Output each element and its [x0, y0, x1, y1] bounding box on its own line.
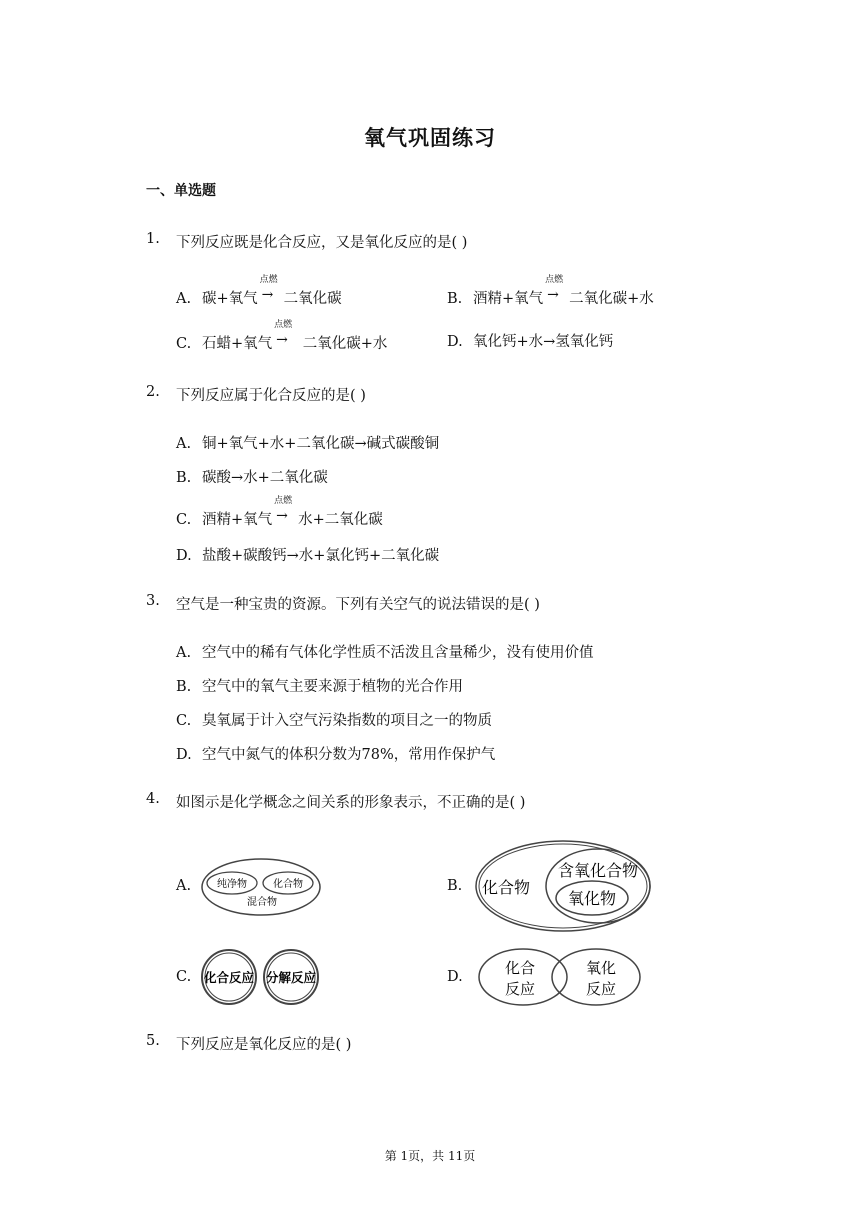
diagram-d [476, 946, 644, 1008]
section-heading: 一、单选题 [146, 183, 216, 199]
reaction-arrow [258, 275, 284, 303]
option-label: B. [176, 679, 192, 695]
option-label: D. [176, 548, 192, 564]
option-text: 空气中氮气的体积分数为78%，常用作保护气 [202, 747, 496, 763]
arrow-icon: → [276, 332, 288, 348]
diagram-label: 化合反应 [203, 970, 255, 985]
diagram-label: 反应 [504, 980, 536, 998]
option-label: B. [447, 291, 463, 307]
diagram-b [474, 838, 654, 934]
products: 二氧化碳+水 [569, 291, 654, 307]
products: 水+二氧化碳 [298, 512, 383, 528]
question-number: 3. [146, 593, 160, 609]
option-text: 盐酸+碳酸钙→水+氯化钙+二氧化碳 [202, 548, 440, 564]
question-text: 下列反应是氧化反应的是( ) [176, 1037, 352, 1053]
option-label: C. [176, 713, 192, 729]
question-text: 空气是一种宝贵的资源。下列有关空气的说法错误的是( ) [176, 597, 540, 613]
reaction-arrow [543, 275, 569, 303]
option-d [176, 743, 495, 764]
option-text: 空气中的氧气主要来源于植物的光合作用 [202, 679, 463, 695]
condition-label: 点燃 [259, 275, 278, 285]
option-label: C. [176, 512, 192, 528]
diagram-label: 氧化物 [567, 889, 617, 908]
question-text: 如图示是化学概念之间关系的形象表示，不正确的是( ) [176, 795, 526, 811]
diagram-label: 混合物 [247, 897, 277, 908]
diagram-label: 氧化 [585, 959, 617, 977]
option-label: B. [176, 470, 192, 486]
option-label: B. [447, 878, 463, 894]
diagram-c [200, 948, 320, 1006]
reactants: 酒精+氧气 [473, 291, 544, 307]
reactants: 碳+氧气 [202, 291, 258, 307]
option-label: A. [176, 878, 192, 894]
reactants: 酒精+氧气 [202, 512, 273, 528]
question-number: 4. [146, 791, 160, 807]
option-text: 铜+氧气+水+二氧化碳→碱式碳酸铜 [202, 436, 440, 452]
arrow-icon: → [261, 287, 274, 303]
reactants: 石蜡+氧气 [202, 336, 273, 352]
diagram-label: 反应 [585, 980, 617, 998]
option-text: 碳酸→水+二氧化碳 [202, 470, 328, 486]
option-b [176, 466, 328, 487]
page-footer: 第 1页，共 11页 [384, 1149, 476, 1163]
option-label: A. [176, 291, 192, 307]
option-d [176, 544, 439, 565]
option-c [176, 320, 388, 353]
question-text: 下列反应属于化合反应的是( ) [176, 388, 366, 404]
option-label: A. [176, 436, 192, 452]
arrow-icon: → [547, 287, 559, 303]
option-d [447, 330, 613, 351]
option-a [176, 641, 594, 662]
option-a [176, 275, 342, 308]
products: 二氧化碳 [283, 291, 342, 307]
diagram-label: 分解反应 [265, 970, 317, 985]
option-label: D. [447, 969, 463, 985]
diagram-label: 纯净物 [217, 879, 247, 890]
option-label: D. [447, 334, 463, 350]
page-title: 氧气巩固练习 [364, 125, 496, 150]
condition-label: 点燃 [274, 320, 293, 330]
arrow-icon: → [276, 508, 288, 524]
diagram-label: 化合物 [481, 878, 531, 897]
option-b [176, 675, 463, 696]
option-c [176, 709, 492, 730]
question-number: 2. [146, 384, 160, 400]
diagram-label: 化合 [504, 959, 536, 977]
question-text: 下列反应既是化合反应，又是氧化反应的是( ) [176, 235, 468, 251]
question-number: 1. [146, 231, 160, 247]
option-b [447, 275, 654, 308]
diagram-label: 化合物 [273, 879, 303, 890]
option-text: 氧化钙+水→氢氧化钙 [473, 334, 614, 350]
condition-label: 点燃 [274, 496, 293, 506]
reaction-arrow [272, 496, 298, 524]
option-text: 臭氧属于计入空气污染指数的项目之一的物质 [202, 713, 492, 729]
option-label: D. [176, 747, 192, 763]
option-label: C. [176, 969, 192, 985]
diagram-label: 含氧化合物 [557, 861, 639, 880]
option-c [176, 496, 383, 529]
diagram-a [200, 857, 322, 917]
option-text: 空气中的稀有气体化学性质不活泼且含量稀少，没有使用价值 [202, 645, 594, 661]
option-label: A. [176, 645, 192, 661]
products: 二氧化碳+水 [298, 336, 388, 352]
condition-label: 点燃 [545, 275, 564, 285]
option-label: C. [176, 336, 192, 352]
question-number: 5. [146, 1033, 160, 1049]
reaction-arrow [272, 320, 298, 348]
option-a [176, 432, 439, 453]
